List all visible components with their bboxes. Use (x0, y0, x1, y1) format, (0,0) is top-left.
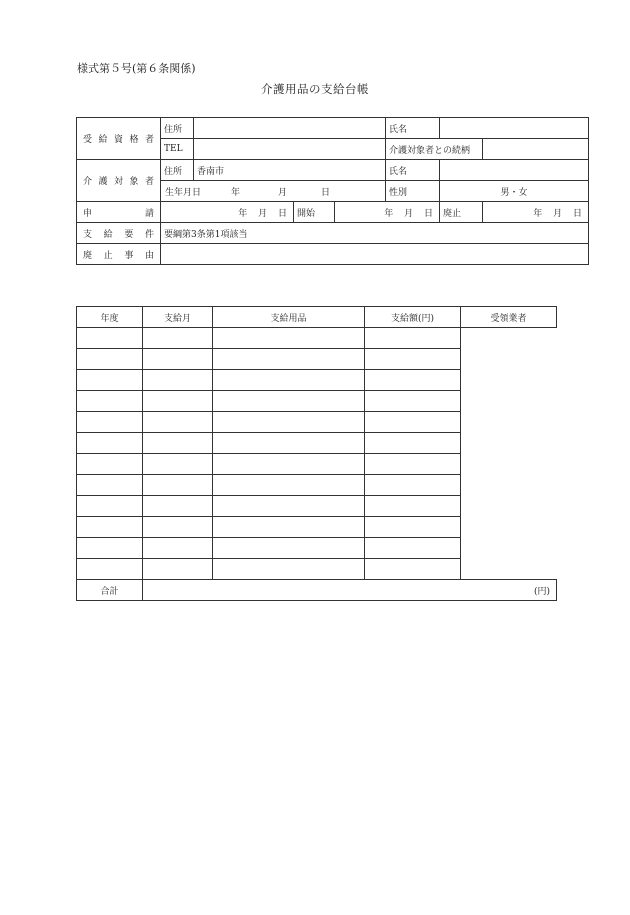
abolish-reason-label: 廃止事由 (77, 244, 161, 265)
vendor-cell[interactable] (365, 559, 461, 580)
start-date-field[interactable]: 年 月 日 (335, 202, 440, 223)
abolish-label: 廃止 (440, 202, 483, 223)
document-title: 介護用品の支給台帳 (261, 82, 369, 96)
header-vendor: 受領業者 (461, 307, 557, 328)
recipient-name-field[interactable] (440, 118, 589, 139)
vendor-cell[interactable] (365, 412, 461, 433)
recipient-address-label: 住所 (161, 118, 194, 139)
birth-date-label: 生年月日 (165, 187, 202, 198)
ledger-row (77, 433, 557, 454)
ledger-row (77, 349, 557, 370)
month-cell[interactable] (77, 496, 143, 517)
care-address-label: 住所 (161, 160, 194, 181)
start-label: 開始 (294, 202, 335, 223)
amount-cell[interactable] (213, 349, 365, 370)
requirement-label: 支給要件 (77, 223, 161, 244)
header-month: 支給月 (143, 307, 213, 328)
vendor-cell[interactable] (365, 538, 461, 559)
vendor-cell[interactable] (365, 517, 461, 538)
ledger-row (77, 454, 557, 475)
amount-cell[interactable] (213, 412, 365, 433)
item-cell[interactable] (143, 496, 213, 517)
vendor-cell[interactable] (365, 475, 461, 496)
vendor-cell[interactable] (365, 328, 461, 349)
item-cell[interactable] (143, 517, 213, 538)
amount-cell[interactable] (213, 559, 365, 580)
month-cell[interactable] (77, 349, 143, 370)
care-name-field[interactable] (440, 160, 589, 181)
month-cell[interactable] (77, 538, 143, 559)
month-cell[interactable] (77, 559, 143, 580)
abolish-reason-field[interactable] (161, 244, 589, 265)
amount-cell[interactable] (213, 475, 365, 496)
ledger-row (77, 538, 557, 559)
amount-cell[interactable] (213, 433, 365, 454)
ledger-row (77, 559, 557, 580)
item-cell[interactable] (143, 538, 213, 559)
vendor-cell[interactable] (365, 433, 461, 454)
total-field[interactable]: (円) (143, 580, 557, 601)
form-number: 様式第５号(第６条関係) (77, 62, 196, 75)
item-cell[interactable] (143, 349, 213, 370)
application-date-field[interactable]: 年 月 日 (161, 202, 294, 223)
ledger-table (76, 306, 557, 601)
month-cell[interactable] (77, 454, 143, 475)
ledger-row (77, 328, 557, 349)
month-cell[interactable] (77, 517, 143, 538)
vendor-cell[interactable] (365, 496, 461, 517)
amount-cell[interactable] (213, 517, 365, 538)
ledger-row (77, 475, 557, 496)
amount-cell[interactable] (213, 454, 365, 475)
relation-field[interactable] (483, 139, 589, 160)
total-label: 合計 (77, 580, 143, 601)
ledger-row (77, 370, 557, 391)
care-subject-heading: 介護対象者 (77, 160, 161, 202)
header-amount: 支給額(円) (365, 307, 461, 328)
month-cell[interactable] (77, 328, 143, 349)
amount-cell[interactable] (213, 328, 365, 349)
care-name-label: 氏名 (386, 160, 440, 181)
vendor-cell[interactable] (365, 391, 461, 412)
ledger-row (77, 517, 557, 538)
birth-day-label: 日 (321, 187, 331, 198)
vendor-cell[interactable] (365, 349, 461, 370)
recipient-address-field[interactable] (194, 118, 386, 139)
month-cell[interactable] (77, 433, 143, 454)
item-cell[interactable] (143, 412, 213, 433)
fiscal-year-label: 年度 (77, 307, 143, 328)
requirement-field[interactable]: 要綱第3条第1項該当 (161, 223, 589, 244)
relation-label: 介護対象者との続柄 (386, 139, 483, 160)
item-cell[interactable] (143, 559, 213, 580)
month-cell[interactable] (77, 475, 143, 496)
ledger-row (77, 391, 557, 412)
care-address-field[interactable]: 香南市 (194, 160, 386, 181)
month-cell[interactable] (77, 412, 143, 433)
vendor-cell[interactable] (365, 370, 461, 391)
amount-cell[interactable] (213, 370, 365, 391)
item-cell[interactable] (143, 433, 213, 454)
month-cell[interactable] (77, 370, 143, 391)
item-cell[interactable] (143, 328, 213, 349)
birth-year-label: 年 (231, 187, 241, 198)
item-cell[interactable] (143, 475, 213, 496)
item-cell[interactable] (143, 454, 213, 475)
recipient-tel-label: TEL (161, 139, 194, 160)
vendor-cell[interactable] (365, 454, 461, 475)
birth-date-field[interactable] (161, 181, 386, 202)
application-label: 申請 (77, 202, 161, 223)
recipient-tel-field[interactable] (194, 139, 386, 160)
ledger-row (77, 412, 557, 433)
ledger-row (77, 496, 557, 517)
header-item: 支給用品 (213, 307, 365, 328)
item-cell[interactable] (143, 391, 213, 412)
recipient-name-label: 氏名 (386, 118, 440, 139)
amount-cell[interactable] (213, 538, 365, 559)
registration-table (76, 117, 589, 265)
amount-cell[interactable] (213, 496, 365, 517)
abolish-date-field[interactable]: 年 月 日 (483, 202, 589, 223)
amount-cell[interactable] (213, 391, 365, 412)
gender-label: 性別 (386, 181, 440, 202)
gender-field[interactable]: 男・女 (440, 181, 589, 202)
item-cell[interactable] (143, 370, 213, 391)
month-cell[interactable] (77, 391, 143, 412)
recipient-heading: 受給資格者 (77, 118, 161, 160)
birth-month-label: 月 (278, 187, 288, 198)
